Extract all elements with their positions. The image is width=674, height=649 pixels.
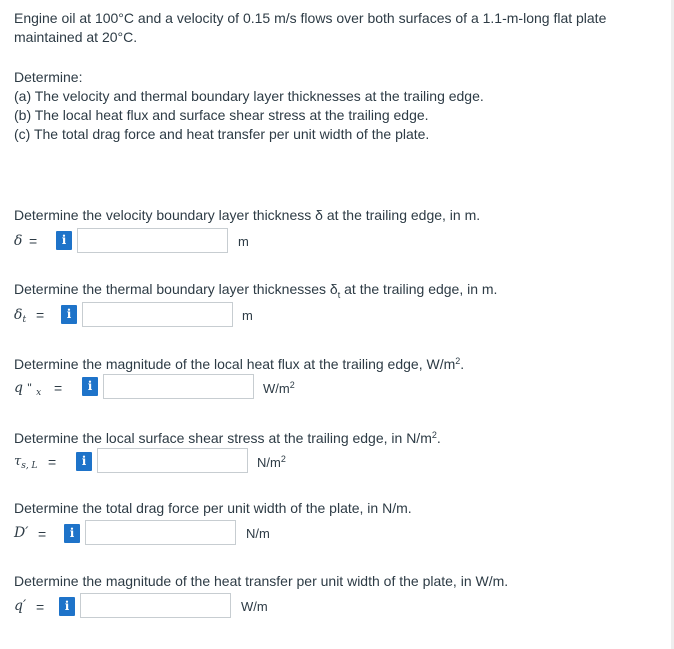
- question-2-symbol: $\delta_t$: [14, 307, 27, 325]
- part-b: (b) The local heat flux and surface shear stress at the trailing edge.: [14, 107, 429, 123]
- info-icon[interactable]: i: [64, 524, 80, 543]
- thermal-boundary-thickness-input[interactable]: [82, 302, 233, 327]
- question-1-equals: =: [29, 233, 38, 249]
- question-3-prompt: Determine the magnitude of the local heat flux at the trailing edge, $W/m^2$.: [14, 356, 465, 372]
- surface-shear-stress-input[interactable]: [97, 448, 248, 473]
- question-5-prompt: Determine the total drag force per unit width of the plate, in N/m.: [14, 500, 412, 516]
- question-5-symbol: D′: [14, 525, 29, 541]
- problem-statement: Engine oil at 100°C and a velocity of 0.15 m/s flows over both surfaces of a 1.1-m-long flat plate maintained at 20°C.: [14, 10, 607, 45]
- question-6-symbol: q′: [14, 598, 27, 614]
- question-6-prompt: Determine the magnitude of the heat transfer per unit width of the plate, in W/m.: [14, 573, 509, 589]
- question-3-unit: $W/m^2$: [263, 380, 295, 396]
- question-6-equals: =: [36, 599, 45, 615]
- info-icon[interactable]: i: [76, 452, 92, 471]
- info-icon[interactable]: i: [59, 597, 75, 616]
- question-1-symbol: δ: [14, 233, 23, 249]
- part-a: (a) The velocity and thermal boundary layer thicknesses at the trailing edge.: [14, 88, 484, 104]
- local-heat-flux-input[interactable]: [103, 374, 254, 399]
- problem-parts: [14, 68, 484, 144]
- determine-heading: Determine:: [14, 69, 83, 85]
- question-2-equals: =: [36, 307, 45, 323]
- heat-transfer-input[interactable]: [80, 593, 231, 618]
- question-2-prompt: Determine the thermal boundary layer thicknesses $\delta_t$ at the trailing edge, in m.: [14, 281, 498, 300]
- info-icon[interactable]: i: [61, 305, 77, 324]
- velocity-boundary-thickness-input[interactable]: [77, 228, 228, 253]
- question-3-equals: =: [54, 380, 63, 396]
- question-5-unit: N/m: [246, 526, 270, 541]
- question-5-equals: =: [38, 526, 47, 542]
- question-4-symbol: $\tau_{s, L}$: [14, 454, 38, 471]
- question-6-unit: W/m: [241, 599, 268, 614]
- question-3-symbol: q " $_x$: [14, 380, 42, 398]
- question-1-unit: m: [238, 234, 249, 249]
- question-4-unit: $N/m^2$: [257, 454, 286, 470]
- info-icon[interactable]: i: [82, 377, 98, 396]
- question-1-prompt: Determine the velocity boundary layer thickness δ at the trailing edge, in m.: [14, 207, 481, 223]
- part-c: (c) The total drag force and heat transfer per unit width of the plate.: [14, 126, 430, 142]
- drag-force-input[interactable]: [85, 520, 236, 545]
- question-4-equals: =: [48, 454, 57, 470]
- info-icon[interactable]: i: [56, 231, 72, 250]
- question-2-unit: m: [242, 308, 253, 323]
- question-4-prompt: Determine the local surface shear stress at the trailing edge, in $N/m^2$.: [14, 430, 441, 446]
